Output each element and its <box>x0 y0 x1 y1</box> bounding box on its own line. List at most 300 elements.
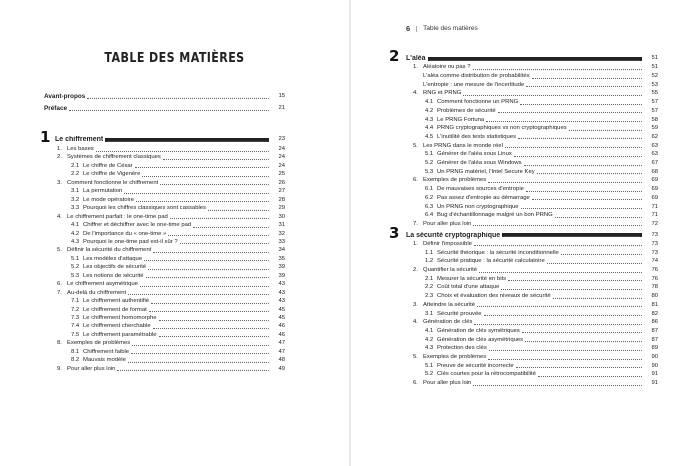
dot-leader <box>193 227 269 228</box>
toc-entry-title: Le chiffrement cherchable <box>83 323 151 330</box>
dot-leader <box>484 315 642 316</box>
toc-entry-title: Pour aller plus loin <box>67 365 116 372</box>
toc-entry <box>403 195 658 202</box>
dot-leader <box>131 353 269 354</box>
dot-leader <box>501 289 642 290</box>
running-head <box>406 24 478 33</box>
toc-entry <box>403 241 658 248</box>
toc-entry-title: Exemples de problèmes <box>423 354 487 360</box>
toc-entry-number: 3.2 <box>71 196 80 203</box>
toc-entry-page: 23 <box>278 136 285 142</box>
toc-entry-title: Sécurité prouvée <box>437 310 482 317</box>
toc-entry-number: 5.1 <box>71 255 80 262</box>
toc-entry-page: 80 <box>651 293 658 300</box>
toc-entry-title: De mauvaises sources d'entropie <box>437 186 524 193</box>
toc-entry-title: Génération de clés symétriques <box>437 327 520 334</box>
toc-entry-page: 24 <box>278 162 285 169</box>
toc-entry-title: Bug d'échantillonnage malgré un bon PRNG <box>437 212 553 219</box>
toc-entry-number: 4.2 <box>425 107 434 114</box>
dot-leader <box>520 104 642 105</box>
toc-entry <box>44 231 285 238</box>
toc-entry-page: 90 <box>651 362 658 369</box>
dot-leader <box>140 286 269 287</box>
toc-entry-page: 49 <box>278 365 285 372</box>
toc-entry-page: 69 <box>651 177 658 184</box>
toc-entry <box>403 82 658 89</box>
toc-entry <box>403 319 658 326</box>
dot-leader <box>146 277 269 278</box>
toc-entry-title: Pourquoi les chiffres classiques sont cassables <box>83 205 207 212</box>
dot-leader <box>474 324 642 325</box>
toc-entry-page: 32 <box>278 230 285 237</box>
dot-leader <box>151 303 269 304</box>
toc-entry <box>44 171 285 178</box>
toc-entry-number: 6.2 <box>425 194 434 201</box>
toc-entry-number: 3.3 <box>71 205 80 212</box>
dot-leader <box>153 252 269 253</box>
toc-entry-page: 87 <box>651 327 658 334</box>
toc-entry-number: 7. <box>57 289 62 296</box>
dot-leader <box>148 269 269 270</box>
toc-entry-page: 55 <box>651 90 658 97</box>
toc-entry-title: L'inutilité des tests statistiques <box>437 133 517 140</box>
dot-leader <box>132 345 269 346</box>
toc-entry-title: Les bases <box>67 146 94 152</box>
toc-entry-number: 6. <box>57 281 62 288</box>
toc-chapter-heading <box>44 136 285 143</box>
toc-entry <box>403 328 658 335</box>
toc-entry-title: Un PRNG non cryptographique <box>437 203 519 210</box>
toc-entry-number: 7.3 <box>71 315 80 321</box>
toc-entry-number: 5.1 <box>425 362 434 369</box>
toc-entry <box>403 143 658 150</box>
dot-leader <box>477 306 642 307</box>
toc-entry <box>44 332 285 339</box>
toc-entry-number: 3. <box>57 179 62 186</box>
chapter-number: 3 <box>389 223 400 242</box>
toc-entry-number: 5.1 <box>425 151 434 158</box>
toc-entry-number: 2. <box>413 267 418 273</box>
toc-entry-number: 1.1 <box>425 249 434 256</box>
dot-leader <box>526 191 642 192</box>
toc-entry-page: 34 <box>278 247 285 254</box>
toc-entry-page: 72 <box>651 220 658 227</box>
toc-entry-title: Systèmes de chiffrement classiques <box>67 154 161 161</box>
dot-leader <box>505 147 642 148</box>
dot-leader <box>473 225 642 226</box>
toc-entry-number: 4.2 <box>71 230 80 237</box>
toc-entry <box>403 117 658 124</box>
toc-entry-number: 4.3 <box>425 116 434 123</box>
toc-entry-number: 4. <box>413 90 418 97</box>
toc-entry-title: De l'importance du « one-time » <box>83 230 167 237</box>
toc-entry-number: 3.1 <box>71 188 80 195</box>
toc-entry-title: Chiffrement faible <box>83 348 130 355</box>
toc-entry-number: 3.1 <box>425 310 434 317</box>
toc-entry-title: Le chiffre de Vigenère <box>83 171 141 178</box>
toc-entry-title: Mesurer la sécurité en bits <box>437 275 507 282</box>
dot-leader <box>105 138 269 142</box>
toc-entry <box>403 221 658 228</box>
toc-entry-page: 43 <box>278 281 285 288</box>
running-head-label: Table des matières <box>423 25 478 32</box>
toc-entry-page: 81 <box>651 301 658 308</box>
toc-entry-number: 2.2 <box>425 284 434 291</box>
toc-entry-title: Le chiffrement <box>55 136 104 143</box>
toc-entry-page: 90 <box>651 354 658 360</box>
dot-leader <box>170 218 269 219</box>
toc-entry-number: 4.4 <box>425 125 434 132</box>
dot-leader <box>87 98 269 99</box>
dot-leader <box>498 112 642 113</box>
toc-entry-title: La sécurité cryptographique <box>406 231 501 239</box>
toc-entry <box>44 340 285 347</box>
toc-entry-number: 2.1 <box>425 275 434 282</box>
toc-entry-page: 31 <box>278 222 285 229</box>
toc-entry-number: 1. <box>57 146 62 152</box>
toc-entry-page: 57 <box>651 107 658 114</box>
toc-entry <box>44 366 285 373</box>
toc-entry-title: Les objectifs de sécurité <box>83 264 147 271</box>
toc-entry-title: Comment fonctionne un PRNG <box>437 99 519 106</box>
toc-entry-number: 6.4 <box>425 212 434 219</box>
dot-leader <box>69 110 269 111</box>
toc-entry-page: 87 <box>651 336 658 343</box>
toc-entry-page: 45 <box>278 315 285 321</box>
toc-entry-page: 39 <box>278 264 285 271</box>
dot-leader <box>526 86 642 87</box>
toc-entry <box>403 169 658 176</box>
toc-entry-page: 62 <box>651 133 658 140</box>
toc-entry-page: 21 <box>278 105 285 111</box>
toc-entry-number: 5.3 <box>425 168 434 175</box>
dot-leader <box>149 311 269 312</box>
dot-leader <box>488 182 642 183</box>
toc-entry-page: 35 <box>278 255 285 262</box>
toc-entry-number: 1. <box>413 64 418 71</box>
toc-entry-title: Les modèles d'attaque <box>83 255 143 262</box>
toc-entry-page: 91 <box>651 380 658 387</box>
toc-entry-number: 5. <box>413 354 418 360</box>
toc-entry-number: 5.2 <box>425 371 434 378</box>
toc-entry-page: 39 <box>278 272 285 279</box>
toc-entry-page: 30 <box>278 213 285 220</box>
toc-entry-title: Le chiffrement paramétrable <box>83 331 157 338</box>
toc-entry <box>44 307 285 314</box>
toc-entry-number: 4. <box>413 319 418 326</box>
toc-entry <box>403 108 658 115</box>
toc-entry <box>403 250 658 257</box>
toc-entry-page: 43 <box>278 298 285 305</box>
toc-entry-page: 73 <box>651 240 658 247</box>
toc-entry <box>403 258 658 265</box>
dot-leader <box>117 370 269 371</box>
right-page <box>351 0 700 466</box>
toc-entry-title: Le chiffrement asymétrique <box>67 281 138 288</box>
toc-entry <box>403 99 658 106</box>
dot-leader <box>516 367 642 368</box>
dot-leader <box>473 385 642 386</box>
toc-entry-page: 63 <box>651 142 658 149</box>
toc-entry-page: 73 <box>651 231 658 238</box>
toc-entry <box>44 146 285 153</box>
toc-entry-page: 26 <box>278 179 285 186</box>
toc-entry-number: 4.1 <box>425 327 434 334</box>
toc-entry-page: 43 <box>278 289 285 296</box>
page-number: 6 <box>406 24 411 33</box>
toc-entry-title: Coût total d'une attaque <box>437 284 500 291</box>
toc-entry-number: 2.1 <box>71 162 80 169</box>
toc-entry-number: 5. <box>413 142 418 149</box>
toc-entry <box>44 163 285 170</box>
toc-entry-title: Aléatoire ou pas ? <box>423 64 471 71</box>
dot-leader <box>569 130 642 131</box>
dot-leader <box>538 376 642 377</box>
dot-leader <box>160 184 269 185</box>
chapter-number: 2 <box>389 47 400 65</box>
toc-entry-title: Un PRNG matériel, l'Intel Secure Key <box>437 168 535 175</box>
toc-entry-number: 4.3 <box>425 345 434 352</box>
toc-entry-page: 53 <box>651 81 658 88</box>
toc-entry <box>403 284 658 291</box>
dot-leader <box>208 210 269 211</box>
running-head-separator <box>416 26 417 32</box>
toc-entry <box>44 349 285 356</box>
toc-entry-number: 7.2 <box>71 306 80 313</box>
toc-entry-title: L'aléa <box>406 55 426 62</box>
toc-entry <box>44 357 285 364</box>
toc-entry-title: Le chiffrement homomorphe <box>83 315 157 321</box>
toc-entry <box>403 345 658 352</box>
toc-entry <box>44 239 285 246</box>
toc-entry-title: Mauvais modèle <box>83 357 126 364</box>
toc-entry <box>403 311 658 318</box>
dot-leader <box>128 362 269 363</box>
toc-entry-page: 46 <box>278 323 285 330</box>
toc-entry-number: 7.5 <box>71 331 80 338</box>
toc-entry-number: 8.1 <box>71 348 80 355</box>
chapter-number: 1 <box>40 128 51 146</box>
dot-leader <box>547 263 642 264</box>
toc-entry-title: Préface <box>44 105 68 112</box>
toc-entry-number: 6.1 <box>425 186 434 193</box>
toc-entry <box>403 160 658 167</box>
toc-entry <box>403 293 658 300</box>
toc-entry-title: L'aléa comme distribution de probabilités <box>423 73 530 79</box>
toc-entry-title: Choix et évaluation des niveaux de sécurité <box>437 293 551 300</box>
toc-entry-number: 4.5 <box>425 133 434 140</box>
toc-entry-title: RNG et PRNG <box>423 90 462 97</box>
dot-leader <box>168 235 269 236</box>
toc-chapter-heading <box>403 232 658 239</box>
dot-leader <box>524 165 642 166</box>
toc-entry-title: Exemples de problèmes <box>67 340 131 347</box>
toc-entry-title: Le PRNG Fortuna <box>437 116 485 123</box>
toc-entry <box>403 125 658 132</box>
toc-entry-number: 5.2 <box>425 160 434 166</box>
toc-entry-number: 9. <box>57 365 62 372</box>
toc-entry-title: Génération de clés <box>423 319 473 326</box>
toc-entry-number: 4.2 <box>425 336 434 343</box>
toc-entry-page: 69 <box>651 194 658 201</box>
toc-entry-page: 28 <box>278 196 285 203</box>
toc-title: TABLE DES MATIÈRES <box>104 50 245 66</box>
toc-entry-number: 3. <box>413 301 418 308</box>
toc-entry-title: Quantifier la sécurité <box>423 267 478 273</box>
toc-entry <box>44 273 285 280</box>
toc-entry-number: 6.3 <box>425 203 434 210</box>
toc-entry-title: Atteindre la sécurité <box>423 301 476 308</box>
toc-entry-page: 69 <box>651 186 658 193</box>
toc-entry-title: Les PRNG dans le monde réel <box>423 142 503 149</box>
toc-entry-title: Sécurité théorique : la sécurité inconditionnelle <box>437 249 559 256</box>
toc-entry-page: 51 <box>651 55 658 61</box>
toc-entry-number: 4.1 <box>425 99 434 106</box>
toc-entry-number: 8.2 <box>71 357 80 364</box>
toc-entry <box>403 276 658 283</box>
toc-entry-title: Définir l'impossible <box>423 240 472 247</box>
toc-entry-title: La permutation <box>83 188 123 195</box>
toc-entry-page: 78 <box>651 284 658 291</box>
toc-entry-title: Le chiffre de César <box>83 162 133 169</box>
dot-leader <box>555 217 642 218</box>
dot-leader <box>142 176 269 177</box>
dot-leader <box>96 151 269 152</box>
dot-leader <box>428 57 642 61</box>
toc-entry <box>44 264 285 271</box>
dot-leader <box>153 328 269 329</box>
toc-entry <box>403 267 658 274</box>
toc-entry-page: 45 <box>278 306 285 313</box>
toc-entry-number: 2. <box>57 154 62 161</box>
toc-entry-page: 58 <box>651 116 658 123</box>
dot-leader <box>514 156 642 157</box>
toc-entry-number: 4.3 <box>71 238 80 245</box>
toc-entry-page: 48 <box>278 357 285 364</box>
toc-entry <box>44 298 285 305</box>
toc-entry-page: 89 <box>651 345 658 352</box>
toc-entry <box>44 214 285 221</box>
toc-entry-page: 27 <box>278 188 285 195</box>
toc-entry <box>44 256 285 263</box>
toc-entry <box>44 290 285 297</box>
toc-entry-title: PRNG cryptographiques vs non cryptographiques <box>437 125 567 132</box>
dot-leader <box>518 138 642 139</box>
toc-entry-page: 76 <box>651 275 658 282</box>
dot-leader <box>488 359 642 360</box>
toc-entry-page: 24 <box>278 146 285 152</box>
toc-entry-title: Génération de clés asymétriques <box>437 336 524 343</box>
dot-leader <box>553 298 642 299</box>
toc-entry-title: Chiffrer et déchiffrer avec le one-time pad <box>83 222 192 229</box>
toc-entry-page: 15 <box>278 93 285 99</box>
toc-entry <box>403 337 658 344</box>
dot-leader <box>136 201 269 202</box>
toc-entry-number: 4. <box>57 213 62 220</box>
dot-leader <box>522 332 642 333</box>
toc-entry-page: 71 <box>651 212 658 219</box>
toc-entry <box>44 281 285 288</box>
toc-entry-page: 86 <box>651 319 658 326</box>
toc-entry-page: 29 <box>278 205 285 212</box>
toc-entry-number: 6. <box>413 177 418 184</box>
dot-leader <box>159 320 269 321</box>
toc-entry-title: Les notions de sécurité <box>83 272 144 279</box>
toc-entry-title: Générer de l'aléa sous Windows <box>437 160 522 166</box>
toc-entry-page: 73 <box>651 249 658 256</box>
toc-entry-page: 47 <box>278 340 285 347</box>
toc-entry-title: Problèmes de sécurité <box>437 107 496 114</box>
toc-entry <box>44 197 285 204</box>
dot-leader <box>124 193 269 194</box>
toc-entry-page: 91 <box>651 371 658 378</box>
dot-leader <box>521 208 642 209</box>
toc-entry-page: 63 <box>651 151 658 158</box>
dot-leader <box>163 159 269 160</box>
toc-entry-title: Définir la sécurité du chiffrement <box>67 247 152 254</box>
dot-leader <box>525 341 642 342</box>
toc-entry-page: 67 <box>651 160 658 166</box>
left-page <box>0 0 349 466</box>
toc-front-entry <box>44 105 285 112</box>
toc-entry-number: 5.2 <box>71 264 80 271</box>
toc-entry-number: 2.3 <box>425 293 434 300</box>
toc-entry-number: 1.2 <box>425 258 434 265</box>
toc-entry <box>403 363 658 370</box>
dot-leader <box>473 69 643 70</box>
toc-entry-title: Le chiffrement parfait : le one-time pad <box>67 213 168 220</box>
toc-entry <box>403 204 658 211</box>
toc-entry-title: Comment fonctionne le chiffrement <box>67 179 159 186</box>
dot-leader <box>532 199 642 200</box>
toc-chapter-heading <box>403 55 658 62</box>
dot-leader <box>479 272 642 273</box>
dot-leader <box>489 350 642 351</box>
toc-entry-title: Preuve de sécurité incorrecte <box>437 362 514 369</box>
toc-entry <box>44 180 285 187</box>
toc-entry-number: 2.2 <box>71 171 80 178</box>
toc-entry-page: 33 <box>278 238 285 245</box>
toc-entry-page: 59 <box>651 125 658 132</box>
toc-entry-page: 57 <box>651 99 658 106</box>
toc-entry <box>44 222 285 229</box>
dot-leader <box>463 95 642 96</box>
toc-entry <box>403 73 658 80</box>
toc-entry <box>403 186 658 193</box>
toc-entry-title: L'entropie : une mesure de l'incertitude <box>423 81 525 88</box>
dot-leader <box>144 260 269 261</box>
toc-entry-number: 7.1 <box>71 298 80 305</box>
toc-entry-title: Pour aller plus loin <box>423 220 472 227</box>
toc-entry <box>403 371 658 378</box>
toc-entry-page: 76 <box>651 267 658 273</box>
toc-entry <box>44 205 285 212</box>
toc-entry-page: 51 <box>651 64 658 71</box>
dot-leader <box>508 280 642 281</box>
dot-leader <box>537 173 642 174</box>
toc-entry-page: 25 <box>278 171 285 178</box>
toc-entry-number: 7.4 <box>71 323 80 330</box>
toc-entry-number: 4.1 <box>71 222 80 229</box>
toc-entry <box>403 354 658 361</box>
toc-entry <box>403 64 658 71</box>
dot-leader <box>474 245 642 246</box>
toc-entry-title: Clés courtes pour la rétrocompatibilité <box>437 371 536 378</box>
toc-front-entry <box>44 93 285 100</box>
dot-leader <box>502 233 642 237</box>
toc-entry-title: Protection des clés <box>437 345 487 352</box>
toc-entry <box>44 247 285 254</box>
